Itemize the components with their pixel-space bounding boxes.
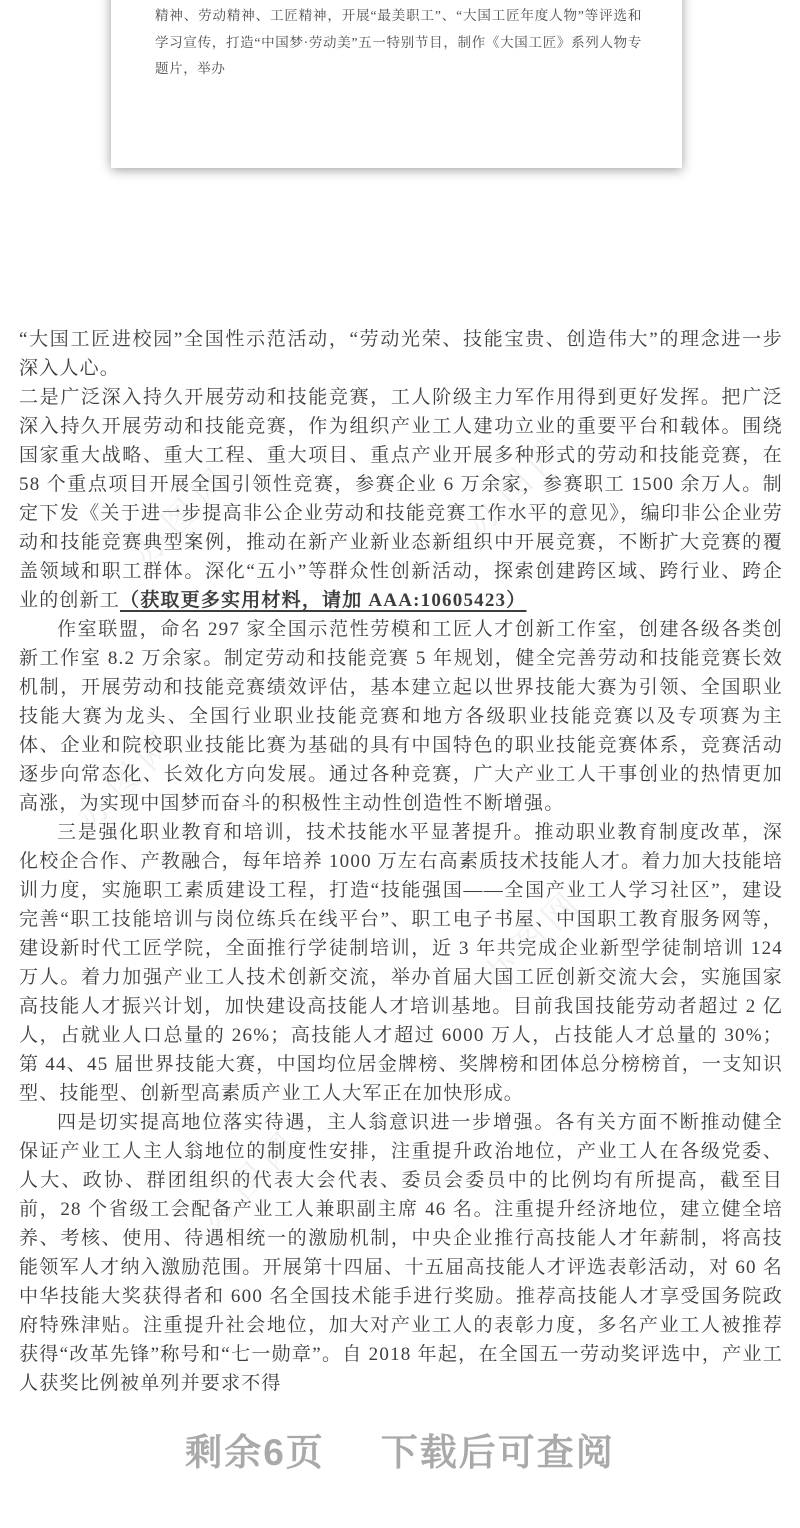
doc-paragraph-1: “大国工匠进校园”全国性示范活动，“劳动光荣、技能宝贵、创造伟大”的理念进一步深入人心。 xyxy=(19,329,783,379)
prev-page-preview-card xyxy=(111,0,682,168)
doc-paragraph-3: 作室联盟，命名 297 家全国示范性劳模和工匠人才创新工作室，创建各级各类创新工作室 8.2 万余家。制定劳动和技能竞赛 5 年规划，健全完善劳动和技能竞赛长效机制，开展劳动和技能竞赛绩效评估，基本建立起以世界技能大赛为引领、全国职业技能大赛为龙头、全国行业职业技能竞赛和地方各级职业技能竞赛以及专项赛为主体、企业和院校职业技能比赛为基础的具有中国特色的职业技能竞赛体系，竞赛活动逐步向常态化、长效化方向发展。通过各种竞赛，广大产业工人干事创业的热情更加高涨，为实现中国梦而奋斗的积极性主动性创造性不断增强。 xyxy=(19,619,783,814)
site-watermark: 办图网 xyxy=(193,1120,310,1237)
document-body xyxy=(19,325,783,1398)
promo-contact-text: （获取更多实用材料，请加 AAA:10605423） xyxy=(120,590,527,611)
site-watermark: 办图网 xyxy=(69,720,186,837)
doc-paragraph-2 xyxy=(19,383,783,615)
doc-paragraph-5: 四是切实提高地位落实待遇，主人翁意识进一步增强。各有关方面不断推动健全保证产业工人主人翁地位的制度性安排，注重提升政治地位，产业工人在各级党委、人大、政协、群团组织的代表大会代表、委员会委员中的比例均有所提高，截至目前，28 个省级工会配备产业工人兼职副主席 46 名。注重提升经济地位，建立健全培养、考核、使用、待遇相统一的激励机制，中央企业推行高技能人才年薪制，将高技能领军人才纳入激励范围。开展第十四届、十五届高技能人才评选表彰活动，对 60 名中华技能大奖获得者和 600 名全国技术能手进行奖励。推荐高技能人才享受国务院政府特殊津贴。注重提升社会地位，加大对产业工人的表彰力度，多名产业工人被推荐获得“改革先锋”称号和“七一勋章”。自 2018 年起，在全国五一劳动奖评选中，产业工人获奖比例被单列并要求不得 xyxy=(19,1112,783,1394)
site-watermark: 办图网 xyxy=(125,456,242,573)
site-watermark: 办图网 xyxy=(475,880,592,997)
preview-footer xyxy=(0,1422,800,1476)
remaining-pages-label: 剩余6页 xyxy=(185,1432,325,1473)
doc-paragraph-2-text: 二是广泛深入持久开展劳动和技能竞赛，工人阶级主力军作用得到更好发挥。把广泛深入持久开展劳动和技能竞赛，作为组织产业工人建功立业的重要平台和载体。围绕国家重大战略、重大工程、重大项目、重点产业开展多种形式的劳动和技能竞赛，在 58 个重点项目开展全国引领性竞赛，参赛企业 6 万余家，参赛职工 1500 余万人。制定下发《关于进一步提高非公企业劳动和技能竞赛工作水平的意见》，编印非公企业劳动和技能竞赛典型案例，推动在新产业新业态新组织中开展竞赛，不断扩大竞赛的覆盖领域和职工群体。深化“五小”等群众性创新活动，探索创建跨区域、跨行业、跨企业的创新工 xyxy=(19,387,783,611)
doc-paragraph-4: 三是强化职业教育和培训，技术技能水平显著提升。推动职业教育制度改革，深化校企合作、产教融合，每年培养 1000 万左右高素质技术技能人才。着力加大技能培训力度，实施职工素质建设工程，打造“技能强国——全国产业工人学习社区”，建设完善“职工技能培训与岗位练兵在线平台”、职工电子书屋、中国职工教育服务网等，建设新时代工匠学院，全面推行学徒制培训，近 3 年共完成企业新型学徒制培训 124 万人。着力加强产业工人技术创新交流，举办首届大国工匠创新交流大会，实施国家高技能人才振兴计划，加快建设高技能人才培训基地。目前我国技能劳动者超过 2 亿人，占就业人口总量的 26%；高技能人才超过 6000 万人，占技能人才总量的 30%；第 44、45 届世界技能大赛，中国均位居金牌榜、奖牌榜和团体总分榜榜首，一支知识型、技能型、创新型高素质产业工人大军正在加快形成。 xyxy=(19,822,783,1104)
site-watermark: 办图网 xyxy=(459,426,576,543)
prev-page-text: 精神、劳动精神、工匠精神，开展“最美职工”、“大国工匠年度人物”等评选和学习宣传，打造“中国梦·劳动美”五一特别节目，制作《大国工匠》系列人物专题片，举办 xyxy=(155,8,642,76)
download-hint-label: 下载后可查阅 xyxy=(380,1432,615,1473)
